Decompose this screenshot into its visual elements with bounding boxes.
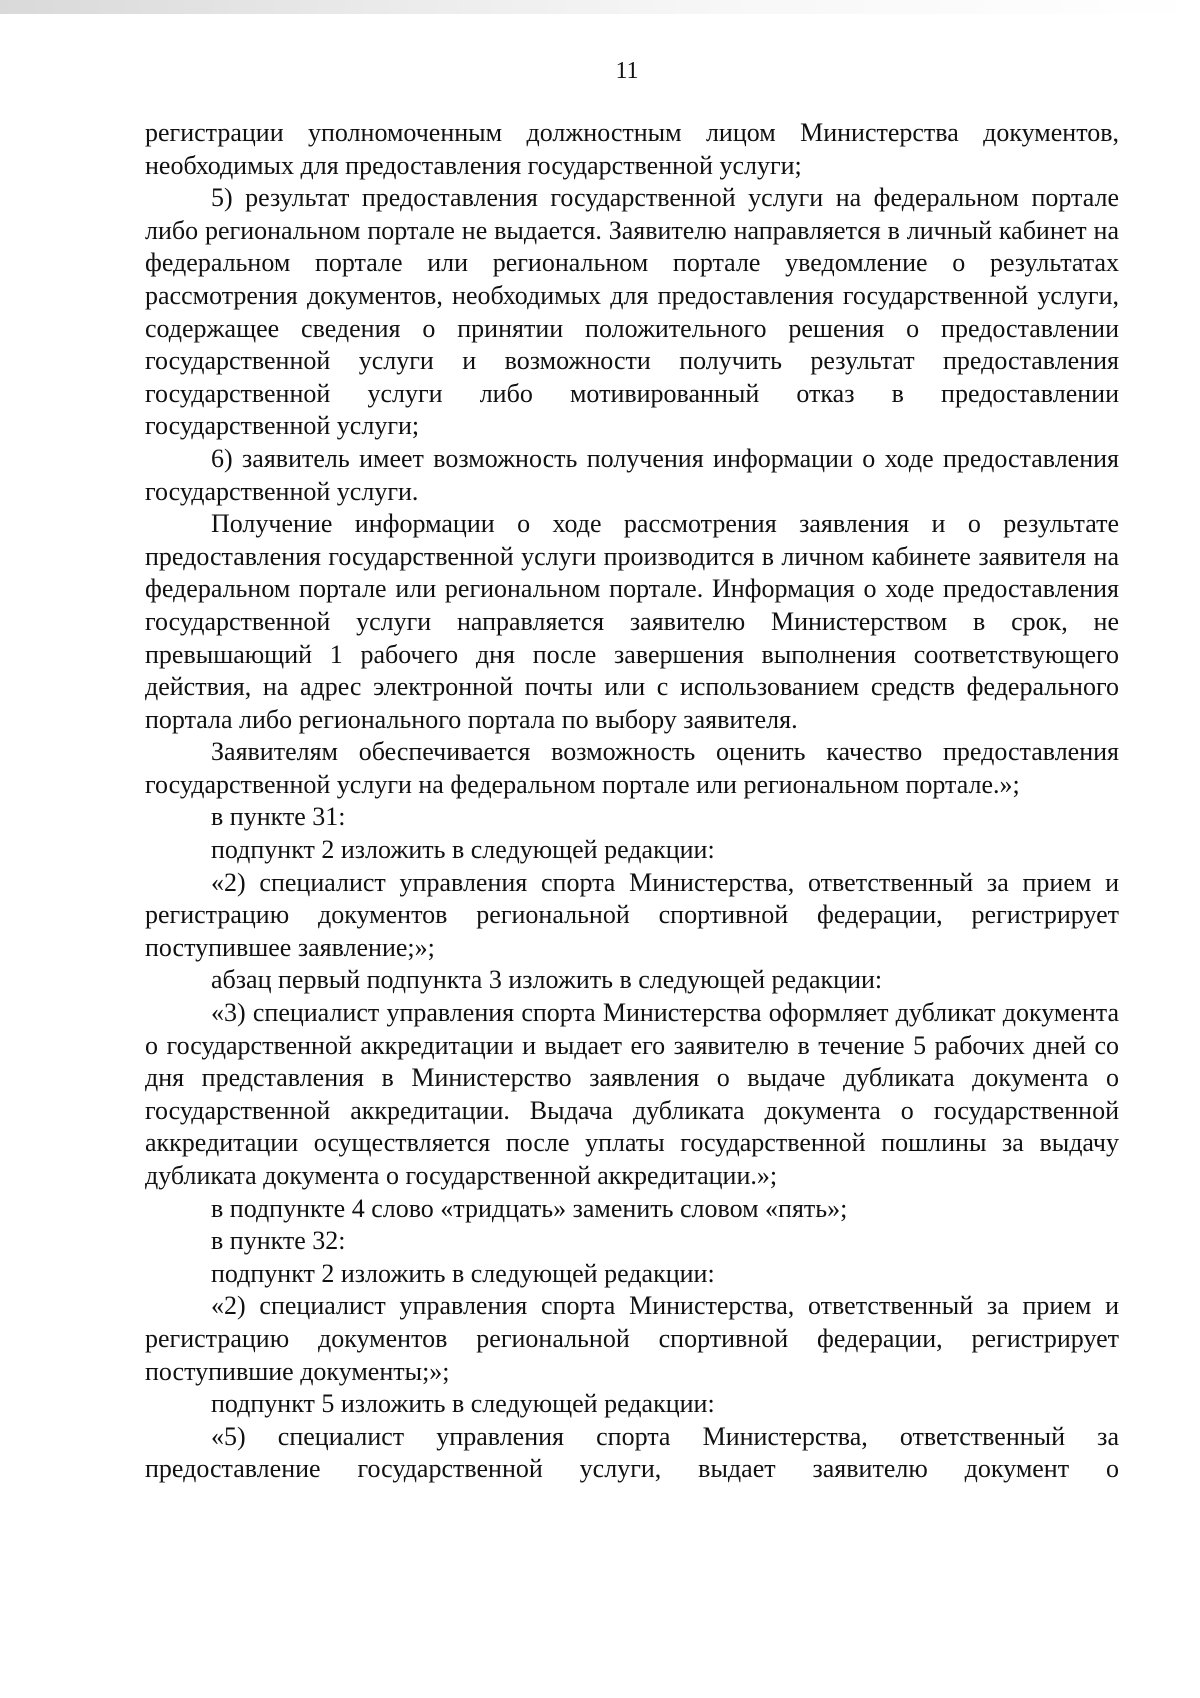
paragraph-subclause-2-instruction: подпункт 2 изложить в следующей редакции: bbox=[211, 835, 715, 865]
scan-edge-artifact bbox=[0, 0, 1200, 14]
paragraph-status-info: Получение информации о ходе рассмотрения заявления и о результате предоставления государственной услуги производится в личном кабинете заявителя на федеральном портале или региональном портале. Информация о ходе предоставления государственной услуги направляется заявителю Министерством в срок, не превышающий 1 рабочего дня после завершения выполнения соответствующего действия, на адрес электронной почты или с использованием средств федерального портала либо регионального портала по выбору заявителя. bbox=[145, 509, 1119, 734]
paragraph-clause-32-subclause-2-text: «2) специалист управления спорта Министерства, ответственный за прием и регистрацию документов региональной спортивной федерации, регистрирует поступившие документы;»; bbox=[145, 1291, 1119, 1386]
paragraph-item-6: 6) заявитель имеет возможность получения информации о ходе предоставления государственной услуги. bbox=[145, 443, 1119, 506]
paragraph-continuation: регистрации уполномоченным должностным лицом Министерства документов, необходимых для предоставления государственной услуги; bbox=[145, 118, 1119, 180]
paragraph-subclause-5-instruction: подпункт 5 изложить в следующей редакции: bbox=[211, 1389, 715, 1419]
page-number: 11 bbox=[615, 58, 639, 84]
paragraph-quality-rating: Заявителям обеспечивается возможность оценить качество предоставления государственной услуги на федеральном портале или региональном портале.»; bbox=[145, 737, 1119, 799]
paragraph-subclause-3-instruction: абзац первый подпункта 3 изложить в следующей редакции: bbox=[211, 965, 883, 995]
paragraph-subclause-3-text: «3) специалист управления спорта Министерства оформляет дубликат документа о государственной аккредитации и выдает его заявителю в течение 5 рабочих дней со дня представления в Министерство заявления о выдаче дубликата документа о государственной аккредитации. Выдача дубликата документа о государственной аккредитации осуществляется после уплаты государственной пошлины за выдачу дубликата документа о государственной аккредитации.»; bbox=[145, 998, 1119, 1190]
paragraph-clause-32: в пункте 32: bbox=[211, 1226, 346, 1256]
paragraph-item-5: 5) результат предоставления государственной услуги на федеральном портале либо региональном портале не выдается. Заявителю направляется в личный кабинет на федеральном портале или региональном портале уведомление о результатах рассмотрения документов, необходимых для предоставления государственной услуги, содержащее сведения о принятии положительного решения о предоставлении государственной услуги и возможности получить результат предоставления государственной услуги либо мотивированный отказ в предоставлении государственной услуги; bbox=[145, 183, 1119, 441]
paragraph-subclause-4-change: в подпункте 4 слово «тридцать» заменить словом «пять»; bbox=[211, 1193, 848, 1223]
paragraph-subclause-5-text: «5) специалист управления спорта Министерства, ответственный за предоставление государственной услуги, выдает заявителю документ о bbox=[145, 1421, 1119, 1484]
paragraph-subclause-2-text: «2) специалист управления спорта Министерства, ответственный за прием и регистрацию документов региональной спортивной федерации, регистрирует поступившее заявление;»; bbox=[145, 867, 1119, 962]
paragraph-clause-32-subclause-2-instruction: подпункт 2 изложить в следующей редакции: bbox=[211, 1258, 715, 1288]
document-body bbox=[145, 117, 1119, 1486]
paragraph-clause-31: в пункте 31: bbox=[211, 802, 346, 832]
